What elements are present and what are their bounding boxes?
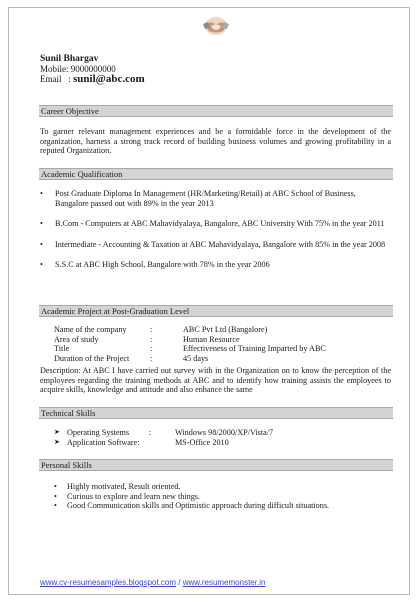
technical-skills-list [54, 428, 273, 447]
footer-separator: / [176, 578, 183, 587]
email-label: Email : [40, 74, 73, 84]
project-key: Name of the company [54, 325, 127, 334]
project-colon: : [150, 353, 153, 363]
list-item: • Intermediate - Accounting & Taxation at ABC Mahavidyalaya, Bangalore with 85% in the year 2008 [40, 240, 391, 250]
qualification-list [40, 189, 391, 281]
project-colon: : [150, 344, 153, 353]
section-academic-qualification: Academic Qualification [39, 168, 393, 180]
project-value: Human Resource [183, 334, 240, 344]
skill-key: Application Software: [67, 437, 140, 447]
skill-value: MS-Office 2010 [175, 437, 229, 447]
email-value: sunil@abc.com [73, 73, 145, 85]
project-value: Effectiveness of Training Imparted by ABC [183, 344, 326, 353]
table-row [54, 354, 326, 364]
list-item: • Highly motivated, Result oriented. [54, 482, 329, 492]
skill-key: Operating Systems [67, 428, 130, 437]
email-line [40, 74, 145, 84]
list-item: • B.Com - Computers at ABC Mahavidyalaya, Bangalore, ABC University With 75% in the year 2011 [40, 219, 391, 229]
skill-value: Windows 98/2000/XP/Vista/7 [175, 428, 274, 437]
candidate-name: Sunil Bhargav [40, 54, 99, 64]
career-objective-text: To garner relevant management experiences and be a formidable force in the development of the organization, harness a strong track record of building business volumes and growing profitability in a reputed Organization. [40, 127, 391, 155]
project-value: 45 days [183, 353, 209, 363]
handshake-icon [201, 13, 231, 39]
project-key: Title [54, 344, 70, 353]
table-row [54, 325, 326, 335]
personal-skills-list [54, 482, 329, 511]
arrow-right-icon: ➤ [54, 437, 60, 446]
list-item [54, 428, 273, 438]
footer-link-cv-resumesamples[interactable]: www.cv-resumesamples.blogspot.com [40, 578, 177, 587]
project-key: Area of study [54, 334, 99, 344]
section-personal-skills: Personal Skills [39, 459, 393, 471]
arrow-right-icon: ➤ [54, 428, 60, 436]
mobile-number: Mobile: 9000000000 [40, 64, 116, 74]
table-row [54, 344, 326, 354]
footer-links [40, 578, 265, 587]
project-key: Duration of the Project [54, 353, 130, 363]
list-item: • Post Graduate Diploma In Management (HR/Marketing/Retail) at ABC School of Business, Bangalore passed out with 89% in the year 2013 [40, 189, 391, 208]
footer-link-resumemonster[interactable]: www.resumemonster.in [182, 578, 266, 587]
section-academic-project: Academic Project at Post-Graduation Level [39, 305, 393, 317]
project-value: ABC Pvt Ltd (Bangalore) [183, 325, 268, 334]
list-item: • Curious to explore and learn new things. [54, 492, 329, 502]
skill-colon [149, 438, 175, 448]
table-row [54, 335, 326, 345]
section-career-objective: Career Objective [39, 105, 393, 117]
list-item: • S.S.C at ABC High School, Bangalore with 78% in the year 2006 [40, 260, 391, 270]
project-description: Description: At ABC I have carried out survey with in the Organization on to know the perception of the employees regarding the training methods at ABC and to identify how training assists the employees to acquire skills, knowledge and attitude and also enhance the same [40, 366, 391, 394]
contact-header [40, 54, 145, 84]
project-colon: : [150, 334, 153, 344]
project-details [54, 325, 326, 363]
list-item [54, 438, 273, 448]
project-colon: : [150, 325, 153, 334]
section-technical-skills: Technical Skills [39, 407, 393, 419]
list-item: • Good Communication skills and Optimistic approach during difficult situations. [54, 501, 329, 511]
skill-colon: : [149, 428, 152, 437]
